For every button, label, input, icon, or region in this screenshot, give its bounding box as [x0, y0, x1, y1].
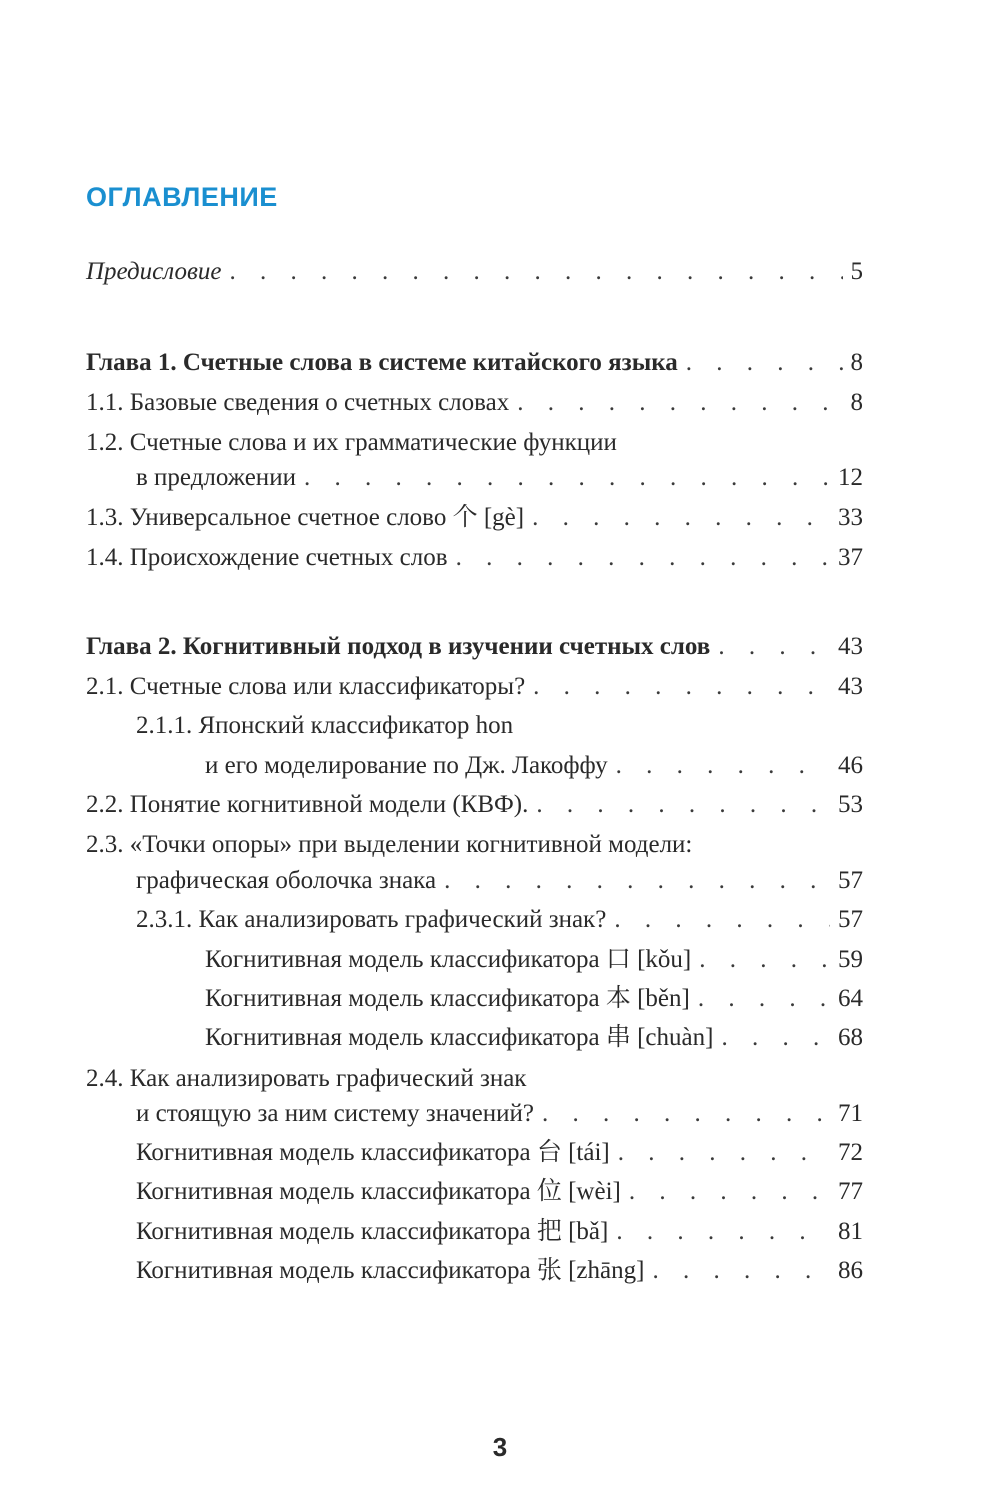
entry-text: Когнитивная модель классификатора 把 [bǎ] [136, 1218, 609, 1245]
entry-number: 2.4. [86, 1065, 124, 1092]
entry-text: Предисловие [86, 258, 222, 285]
entry-text: Счетные слова и их грамматические функции [129, 429, 617, 456]
entry-page: 57 [838, 906, 863, 933]
entry-number: 2.1. [86, 673, 124, 700]
entry-page: 46 [838, 752, 863, 779]
entry-text: в предложении [136, 464, 296, 491]
toc-entry-model-tai[interactable] [136, 1133, 863, 1173]
toc-entry-1-2[interactable] [86, 423, 863, 463]
entry-text: Как анализировать графический знак? [198, 906, 607, 933]
entry-text: Понятие когнитивной модели (КВФ). [129, 791, 529, 818]
entry-text: Когнитивная модель классификатора 台 [tái] [136, 1139, 610, 1166]
entry-text: и его моделирование по Дж. Лакоффу [205, 752, 608, 779]
entry-number: 2.3. [86, 831, 124, 858]
entry-page: 59 [838, 946, 863, 973]
entry-text: Счетные слова или классификаторы? [129, 673, 526, 700]
entry-page: 43 [838, 633, 863, 660]
entry-text: «Точки опоры» при выделении когнитивной модели: [129, 831, 693, 858]
toc-entry-model-ba[interactable] [136, 1212, 863, 1252]
entry-page: 72 [838, 1139, 863, 1166]
toc-entry-2-3-cont[interactable] [136, 861, 863, 901]
entry-text: Когнитивная модель классификатора 本 [běn] [205, 985, 690, 1012]
entry-text: Глава 2. Когнитивный подход в изучении счетных слов [86, 633, 711, 660]
toc-entry-1-3[interactable] [86, 498, 863, 538]
toc-entry-2-4-cont[interactable] [136, 1094, 863, 1134]
toc-entry-model-wei[interactable] [136, 1172, 863, 1212]
entry-page: 37 [838, 544, 863, 571]
entry-page: 64 [838, 985, 863, 1012]
entry-number: 1.3. [86, 504, 124, 531]
entry-page: 5 [850, 258, 863, 285]
entry-number: 1.4. [86, 544, 124, 571]
entry-text: Японский классификатор hon [198, 712, 514, 739]
entry-number: 2.3.1. [136, 906, 193, 933]
entry-page: 12 [838, 464, 863, 491]
entry-text: и стоящую за ним систему значений? [136, 1100, 534, 1127]
entry-page: 8 [850, 349, 863, 376]
toc-entry-chapter-2[interactable] [86, 627, 863, 667]
entry-page: 71 [838, 1100, 863, 1127]
entry-text: Когнитивная модель классификатора 张 [zhāng] [136, 1257, 645, 1284]
toc-title: ОГЛАВЛЕНИЕ [86, 182, 278, 212]
toc-entry-2-1-1-cont[interactable] [205, 746, 863, 786]
entry-page: 33 [838, 504, 863, 531]
entry-text: графическая оболочка знака [136, 867, 437, 894]
toc-entry-2-1-1[interactable] [136, 706, 863, 746]
toc-entry-model-ben[interactable] [205, 979, 863, 1019]
toc-entry-model-chuan[interactable] [205, 1018, 863, 1058]
page-number: 3 [492, 1432, 508, 1462]
entry-text: Когнитивная модель классификатора 口 [kǒu] [205, 946, 692, 973]
entry-page: 81 [838, 1218, 863, 1245]
toc-entry-model-zhang[interactable] [136, 1251, 863, 1291]
entry-number: 2.1.1. [136, 712, 193, 739]
toc-entry-1-4[interactable] [86, 538, 863, 578]
toc-entry-1-2-cont[interactable] [136, 458, 863, 498]
toc-entry-2-3[interactable] [86, 825, 863, 865]
toc-entry-1-1[interactable] [86, 383, 863, 423]
toc-entry-2-1[interactable] [86, 667, 863, 707]
entry-page: 53 [838, 791, 863, 818]
entry-number: 1.2. [86, 429, 124, 456]
entry-page: 57 [838, 867, 863, 894]
entry-text: Как анализировать графический знак [129, 1065, 527, 1092]
entry-text: Универсальное счетное слово 个 [gè] [129, 504, 525, 531]
entry-page: 8 [850, 389, 863, 416]
toc-entry-2-2[interactable] [86, 785, 863, 825]
entry-page: 43 [838, 673, 863, 700]
entry-page: 68 [838, 1024, 863, 1051]
entry-text: Происхождение счетных слов [129, 544, 448, 571]
entry-text: Глава 1. Счетные слова в системе китайского языка [86, 349, 678, 376]
toc-entry-chapter-1[interactable] [86, 343, 863, 383]
entry-text: Базовые сведения о счетных словах [129, 389, 510, 416]
entry-page: 77 [838, 1178, 863, 1205]
entry-text: Когнитивная модель классификатора 位 [wèi] [136, 1178, 621, 1205]
entry-text: Когнитивная модель классификатора 串 [chuàn] [205, 1024, 714, 1051]
toc-entry-2-3-1[interactable] [136, 900, 863, 940]
toc-entry-2-4[interactable] [86, 1059, 863, 1099]
toc-entry-preface[interactable] [86, 252, 863, 292]
entry-number: 1.1. [86, 389, 124, 416]
entry-page: 86 [838, 1257, 863, 1284]
toc-entry-model-kou[interactable] [205, 940, 863, 980]
entry-number: 2.2. [86, 791, 124, 818]
